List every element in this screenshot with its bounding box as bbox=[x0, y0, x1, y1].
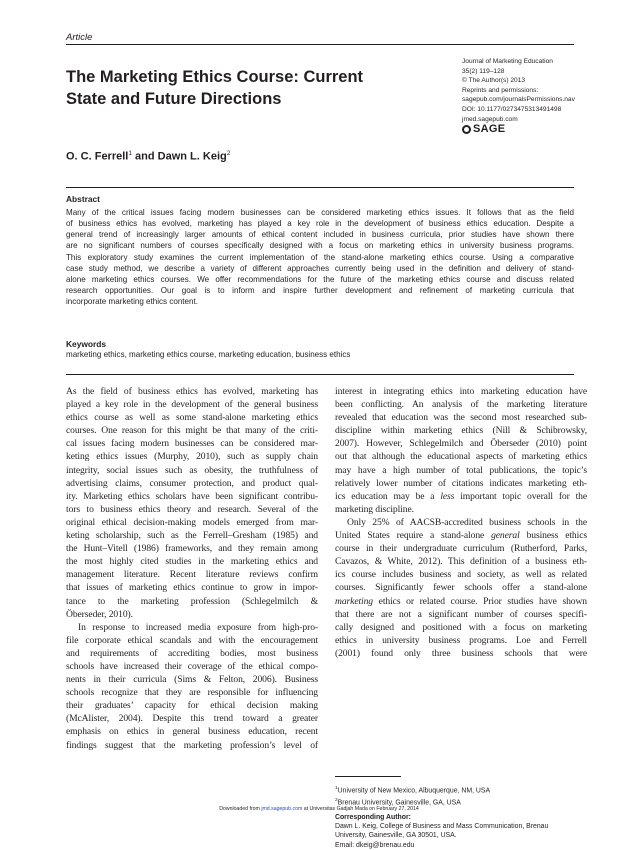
corresponding-author-email[interactable]: Email: dkeig@brenau.edu bbox=[335, 841, 415, 849]
body-line: Only 25% of AACSB-accredited business schools in the bbox=[347, 516, 587, 528]
body-line: that there are not a significant number of courses specifi- bbox=[335, 608, 587, 620]
keywords-list: marketing ethics, marketing ethics course, marketing education, business ethics bbox=[66, 350, 351, 359]
body-line: cal issues facing modern businesses can be considered mar- bbox=[66, 438, 318, 450]
body-line: integrity, social issues such as obesity, the truthfulness of bbox=[66, 464, 318, 476]
body-line bbox=[335, 595, 587, 608]
body-line: ethics course as well as some stand-alone marketing ethics bbox=[66, 412, 318, 424]
body-line: advertising claims, consumer protection, and product qual- bbox=[66, 477, 318, 489]
body-line: revealed that education was the second most researched sub- bbox=[335, 412, 587, 424]
affiliation-marker: 1 bbox=[128, 150, 132, 157]
body-line: courses. One reason for this might be that many of the criti- bbox=[66, 425, 318, 437]
footnote-rule bbox=[335, 776, 401, 777]
body-line: In response to increased media exposure from high-pro- bbox=[78, 621, 318, 633]
body-line: nents in their curricula (Sims & Felton, 2006). Business bbox=[66, 674, 318, 686]
body-line bbox=[335, 490, 587, 503]
journal-volume: 35(2) 119–128 bbox=[462, 67, 505, 75]
download-text: Downloaded from bbox=[219, 806, 262, 812]
affiliation-text: University of New Mexico, Albuquerque, NM, USA bbox=[337, 787, 491, 795]
affiliation-marker: 2 bbox=[335, 797, 338, 803]
sage-logo-icon bbox=[462, 125, 471, 134]
download-link[interactable]: jmd.sagepub.com bbox=[261, 806, 303, 812]
body-column-right bbox=[335, 385, 587, 660]
body-line: ethics in university business programs. Loe and Ferrell bbox=[335, 634, 587, 646]
body-line: their graduates’ capacity for ethical decision making bbox=[66, 700, 318, 712]
body-line: interest in integrating ethics into marketing education have bbox=[335, 386, 587, 397]
body-line: out that although the educational aspects of marketing ethics bbox=[335, 451, 587, 463]
body-line: played a key role in the development of the general business bbox=[66, 399, 318, 411]
body-line: schools recognize that they are responsible for influencing bbox=[66, 687, 318, 699]
abstract-line: alone marketing ethics courses. We offer recommendations for the future of the marketing ethics course and discuss related bbox=[66, 274, 574, 284]
body-line: been conflicting. An analysis of the marketing literature bbox=[335, 399, 587, 411]
paper-title bbox=[66, 66, 426, 110]
body-line: the Hunt–Vitell (1986) frameworks, and they remain among bbox=[66, 543, 318, 555]
journal-meta bbox=[462, 57, 575, 135]
author-conjunction: and bbox=[131, 150, 158, 163]
body-line: ics course includes business and society, as well as related bbox=[335, 569, 587, 581]
body-text: ics education may be a bbox=[335, 490, 441, 502]
body-line: course in their undergraduate curriculum (Rutherford, Parks, bbox=[335, 543, 587, 555]
sage-logo bbox=[462, 125, 575, 135]
body-line: discipline within marketing ethics (Nill & Schibrowsky, bbox=[335, 425, 587, 437]
author-name: Dawn L. Keig bbox=[157, 150, 227, 163]
abstract-line: Many of the critical issues facing modern businesses can be considered marketing ethics issues. It follows that as the field bbox=[66, 208, 574, 217]
body-line: the most highly cited studies in the marketing ethics and bbox=[66, 556, 318, 568]
author-name: O. C. Ferrell bbox=[66, 150, 129, 163]
body-rule bbox=[66, 374, 574, 375]
title-line: The Marketing Ethics Course: Current bbox=[66, 68, 364, 86]
permissions-link[interactable]: sagepub.com/journalsPermissions.nav bbox=[462, 96, 575, 104]
doi[interactable]: DOI: 10.1177/0273475313491498 bbox=[462, 105, 562, 113]
article-type-label: Article bbox=[66, 32, 93, 43]
body-line: file corporate ethical scandals and with the encouragement bbox=[66, 634, 318, 646]
corresponding-author-line: Dawn L. Keig, College of Business and Mass Communication, Brenau bbox=[335, 823, 549, 831]
body-line: 2007). However, Schlegelmilch and Öberseder (2010) point bbox=[335, 438, 587, 450]
body-line: tors to business ethics theory and research. Several of the bbox=[66, 503, 318, 515]
journal-url[interactable]: jmed.sagepub.com bbox=[462, 115, 518, 123]
body-line bbox=[335, 529, 587, 542]
body-text: United States require a stand-alone bbox=[335, 530, 492, 542]
body-line: may have a high number of total publications, the topic’s bbox=[335, 464, 587, 476]
body-line: Cavazos, & White, 2012). This definition of a business eth- bbox=[335, 556, 587, 568]
abstract-body bbox=[66, 207, 574, 307]
body-line: (McAlister, 2004). Despite this trend toward a greater bbox=[66, 713, 318, 725]
affiliation-marker: 1 bbox=[335, 786, 338, 791]
body-column-left bbox=[66, 385, 318, 752]
body-line: original ethical decision-making models emerged from mar- bbox=[66, 516, 318, 528]
body-line: cally designed and positioned with a focus on marketing bbox=[335, 621, 587, 633]
corresponding-author-heading: Corresponding Author: bbox=[335, 814, 411, 821]
abstract-line: This exploratory study examines the current implementation of the stand-alone marketing ethics course. Using a comparative bbox=[66, 252, 574, 262]
sage-logo-text: SAGE bbox=[473, 123, 506, 136]
body-line: keting ethics issues (Murphy, 2010), such as supply chain bbox=[66, 451, 318, 463]
body-line: and requirements of accrediting bodies, most business bbox=[66, 647, 318, 659]
body-text: ethics or related course. Prior studies have shown bbox=[373, 595, 587, 607]
body-line: ity. Marketing ethics scholars have been significant contribu- bbox=[66, 490, 318, 502]
body-line: relatively lower number of citations indicates marketing eth- bbox=[335, 477, 587, 489]
abstract-line: are no significant numbers of courses specifically designed with a focus on marketing ethics in university business programs. bbox=[66, 241, 574, 251]
download-notice bbox=[0, 806, 638, 812]
body-line: that issues of marketing ethics continue to grow in impor- bbox=[66, 582, 318, 594]
title-line: State and Future Directions bbox=[66, 90, 282, 108]
abstract-line: incorporate marketing ethics content. bbox=[66, 297, 198, 307]
body-line: management literature. Recent literature reviews confirm bbox=[66, 569, 318, 581]
body-line: As the field of business ethics has evolved, marketing has bbox=[66, 386, 318, 397]
abstract-line: general trend of increasingly larger amounts of ethical content included in business curricula, prior studies have shown there bbox=[66, 230, 574, 240]
copyright: © The Author(s) 2013 bbox=[462, 77, 526, 85]
body-line: tance to the marketing profession (Schlegelmilch & bbox=[66, 595, 318, 607]
abstract-rule bbox=[66, 187, 574, 188]
affiliation bbox=[335, 784, 575, 796]
body-line: (2001) found only three business schools that were bbox=[335, 647, 587, 659]
header-rule bbox=[66, 44, 574, 45]
emphasis-text: marketing bbox=[335, 595, 373, 607]
journal-name: Journal of Marketing Education bbox=[462, 58, 553, 65]
affiliation-text: Brenau University, Gainesville, GA, USA bbox=[337, 798, 461, 806]
body-line: Öberseder, 2010). bbox=[66, 608, 133, 620]
body-line: schools have increased their coverage of the ethical compo- bbox=[66, 660, 318, 672]
emphasis-text: less bbox=[440, 490, 455, 502]
body-line: emphasis on ethics in general business education, recent bbox=[66, 726, 318, 738]
affiliation-marker: 2 bbox=[226, 150, 231, 157]
abstract-line: of business ethics has evolved, marketing has played a key role in the development of business ethics education. Despite a bbox=[66, 219, 574, 229]
abstract-line: research opportunities. Our goal is to inform and inspire further development and refinement of marketing curricula that bbox=[66, 286, 574, 296]
author-list bbox=[66, 150, 230, 163]
body-line: findings suggest that the marketing profession’s level of bbox=[66, 739, 318, 751]
keywords-heading: Keywords bbox=[66, 339, 107, 349]
emphasis-text: general bbox=[491, 530, 520, 542]
corresponding-author-line: University, Gainesville, GA 30501, USA. bbox=[335, 832, 457, 840]
abstract-heading: Abstract bbox=[66, 194, 100, 204]
reprints-label: Reprints and permissions: bbox=[462, 86, 539, 94]
body-line: marketing discipline. bbox=[335, 503, 414, 515]
download-text: at Universitas Gadjah Mada on February 27, 2014 bbox=[302, 806, 419, 812]
body-line: keting scholarship, such as the Ferrell–Gresham (1985) and bbox=[66, 530, 318, 542]
body-line: courses. Significantly fewer schools offer a stand-alone bbox=[335, 582, 587, 594]
abstract-line: case study method, we describe a variety of different approaches currently being used in the definition and delivery of stand- bbox=[66, 263, 574, 273]
body-text: business ethics bbox=[519, 530, 587, 542]
body-text: important topic overall for the bbox=[454, 490, 587, 502]
